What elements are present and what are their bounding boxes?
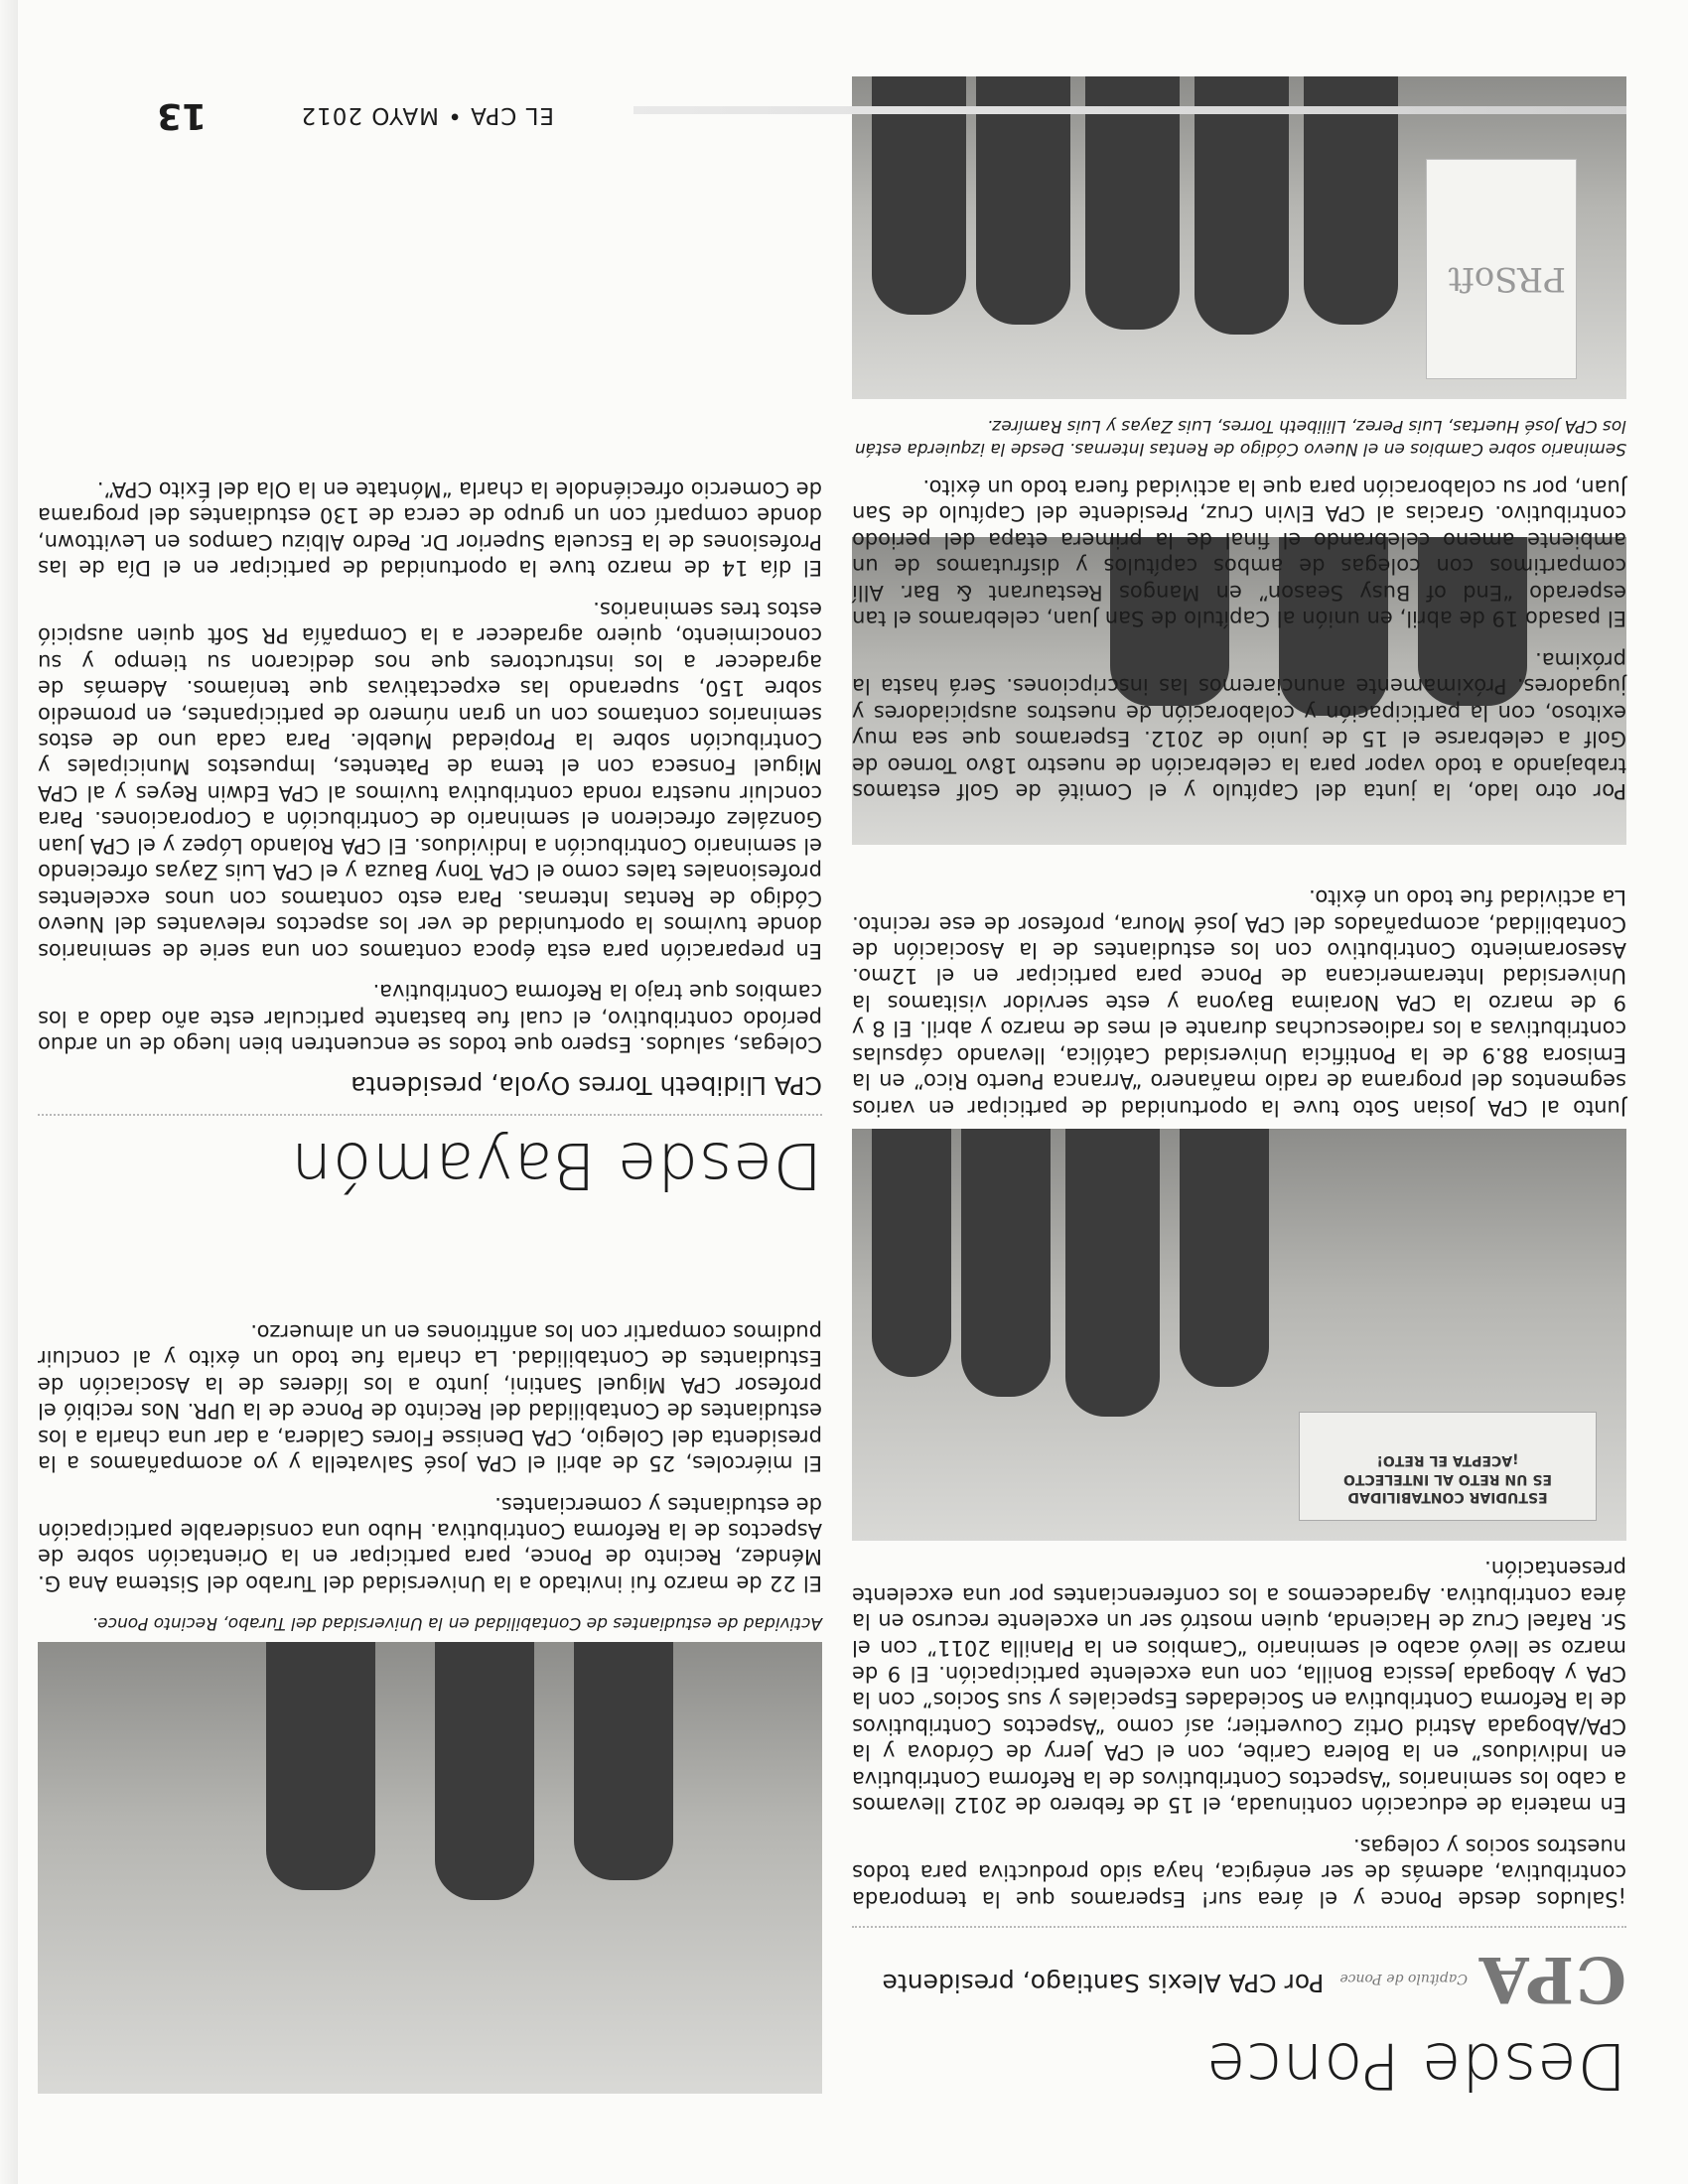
bayamon-paragraph-4: El pasado 19 de abril, en unión al Capítulo de San Juan, celebramos el tan esperado “End of Busy Season” en Mangos Restaurant & Bar. Allí compartimos con colegas de ambos capítulos y disfrutamos de un ambiente ameno celebrando el final de la primera etapa del periodo contributivo. Gracias al CPA Elvin Cruz, Presidente del Capítulo de San Juan, por su colaboración para que la actividad fuera todo un éxito. [852, 476, 1626, 631]
ponce-paragraph-2: Junto al CPA Josian Soto tuve la oportunidad de participar en varios segmentos del programa de radio mañanero “Arranca Puerto Rico” en la Emisora 88.9 de la Pontificia Universidad Católica, llevando cápsulas contributivas a los radioescuchas durante el mes de marzo y abril. El 8 y 9 de marzo la CPA Noraima Bayona y este servidor visitamos la Universidad Interamericana de Ponce para participar en el 12mo. Asesoramiento Contributivo con los estudiantes de la Asociación de Contabilidad, acompañados del CPA José Moura, profesor de ese recinto. La actividad fue todo un éxito. [852, 886, 1626, 1120]
divider [852, 1926, 1626, 1928]
bayamon-caption: Seminario sobre Cambios en el Nuevo Código de Rentas Internas. Desde la izquierda están los CPA José Huertas, Luis Perez, Llilibeth Torres, Luis Zayas y Luis Ramírez. [854, 416, 1626, 459]
logo-mark: CPA [1477, 1941, 1626, 2016]
logo-sub: Capítulo de Ponce [1339, 1971, 1468, 1987]
page-footer [38, 65, 1626, 134]
banner-line-1: ESTUDIAR CONTABILIDAD [1347, 1488, 1548, 1505]
bayamon-paragraph-2: En preparación para esta época contamos con una serie de seminarios donde tuvimos la oportunidad de ver los aspectos relevantes del Nuevo Código de Rentas Internas. Para esto contamos con unos excelentes profesionales tales como el CPA Tony Bauza y el CPA Luis Zayas ofreciendo el seminario Contribución a Individuos. El CPA Rolando López y el CPA Juan González ofrecieron el seminario de Contribución a Corporaciones. Para concluir nuestra ronda contributiva tuvimos al CPA Edwin Reyes y al CPA Miguel Fonseca con el tema de Patentes, Impuestos Municipales y Contribución sobre la Propiedad Mueble. Para cada uno de estos seminarios contamos con un gran número de participantes, en promedio sobre 150, superando las expectativas que teníamos. Además de agradecer a los instructores que nos dedicaron su tiempo y su conocimiento, quiero agradecer a la Compañía PR Soft quien auspició estos tres seminarios. [38, 597, 822, 963]
banner-line-2: ES UN RETO AL INTELECTO [1342, 1470, 1553, 1487]
ponce-title: Desde Ponce [1205, 2028, 1626, 2102]
bayamon-photo-students [38, 1642, 822, 2094]
ponce-photo-students [852, 1129, 1626, 1541]
bayamon-paragraph-5: Por otro lado, la junta del Capítulo y el Comité de Golf estamos trabajando a todo vapor para la celebración de nuestro 18vo Torneo de Golf a celebrarse el 15 de junio de 2012. Esperamos que sea muy exitoso, con la participación y colaboración de nuestros auspiciadores y jugadores. Próximamente anunciaremos las inscripciones. Será hasta la próxima. [852, 647, 1626, 803]
cpa-ponce-logo [1339, 1942, 1626, 2016]
photo-person [435, 1642, 534, 1900]
bayamon-paragraph-1: Colegas, saludos. Espero que todos se encuentren bien luego de un arduo período contributivo, el cual fue bastante particular este año dado a los cambios que trajo la Reforma Contributiva. [38, 980, 822, 1056]
photo-person [872, 1129, 951, 1377]
photo-person [266, 1642, 375, 1890]
bayamon-title: Desde Bayamón [290, 1128, 822, 1202]
divider [38, 1114, 822, 1116]
page-number: 13 [156, 95, 207, 136]
bayamon-header [38, 1070, 822, 1202]
ponce-byline: Por CPA Alexis Santiago, presidente [882, 1968, 1325, 1997]
prsoft-sign-text: PRSoft [1448, 259, 1566, 300]
bayamon-lower [852, 68, 1626, 804]
bayamon-byline: CPA Llidibeth Torres Oyola, presidenta [351, 1070, 822, 1100]
banner-line-3: ¡ACEPTA EL RETO! [1376, 1452, 1519, 1469]
photo-person [1065, 1129, 1160, 1417]
footer-bar [633, 106, 1626, 114]
ponce-intro: ¡Saludos desde Ponce y el área sur! Esperamos que la temporada contributiva, además de ser enérgica, haya sido productiva para todos nuestros socios y colegas. [852, 1834, 1626, 1911]
bayamon-column [38, 461, 822, 2100]
prsoft-sign [1426, 159, 1577, 379]
photo-banner [1299, 1412, 1597, 1521]
photo-person [961, 1129, 1051, 1397]
ponce-paragraph-3: El 22 de marzo fui invitado a la Universidad del Turabo del Sistema Ana G. Méndez, Recinto de Ponce, para participar en la Orientación sobre de Aspectos de la Reforma Contributiva. Hubo una considerable participación de estudiantes y comerciantes. [38, 1492, 822, 1595]
bayamon-paragraph-0: El miércoles, 25 de abril el CPA José Salvatella y yo acompañamos a la presidenta del Colegio, CPA Denisse Flores Caldera, a dar una charla a los estudiantes de Contabilidad del Recinto de Ponce de la UPR. Nos recibió el profesor CPA Miguel Santini, junto a los líderes de la Asociación de Estudiantes de Contabilidad. La charla fue todo un éxito y al concluir pudimos compartir con los anfitriones en un almuerzo. [38, 1319, 822, 1476]
page-edge [0, 0, 18, 2184]
bayamon-paragraph-3: El día 14 de marzo tuve la oportunidad de participar en el Día de las Profesiones de la Escuela Superior Dr. Pedro Albizu Campos en Levittown, donde compartí con un grupo de cerca de 130 estudiantes del programa de Comercio ofreciéndole la charla “Móntate en la Ola del Éxito CPA”. [38, 477, 822, 581]
ponce-paragraph-1: En materia de educación continuada, el 15 de febrero de 2012 llevamos a cabo los seminarios “Aspectos Contributivos de la Reforma Contributiva en Individuos” en la Bolera Caribe, con el CPA Jerry de Córdova y la CPA/Abogada Astrid Ortiz Couvertier; así como “Aspectos Contributivos de la Reforma Contributiva en Sociedades Especiales y sus Socios” con la CPA y Abogada Jessica Bonilla, con una excelente participación. El 9 de marzo se llevó acabo el seminario “Cambios en la Planilla 2011” con el Sr. Rafael Cruz de Hacienda, quien mostró ser un excelente recurso en la área contributiva. Agradecemos a los conferenciantes por una excelente presentación. [852, 1557, 1626, 1818]
ponce-header [852, 1942, 1626, 2016]
photo-person [1180, 1129, 1269, 1387]
ponce-caption: Actividad de estudiantes de Contabilidad en la Universidad del Turabo, Recinto Ponce. [91, 1613, 822, 1633]
photo-person [574, 1642, 673, 1880]
footer-publication: EL CPA • MAYO 2012 [300, 102, 554, 128]
